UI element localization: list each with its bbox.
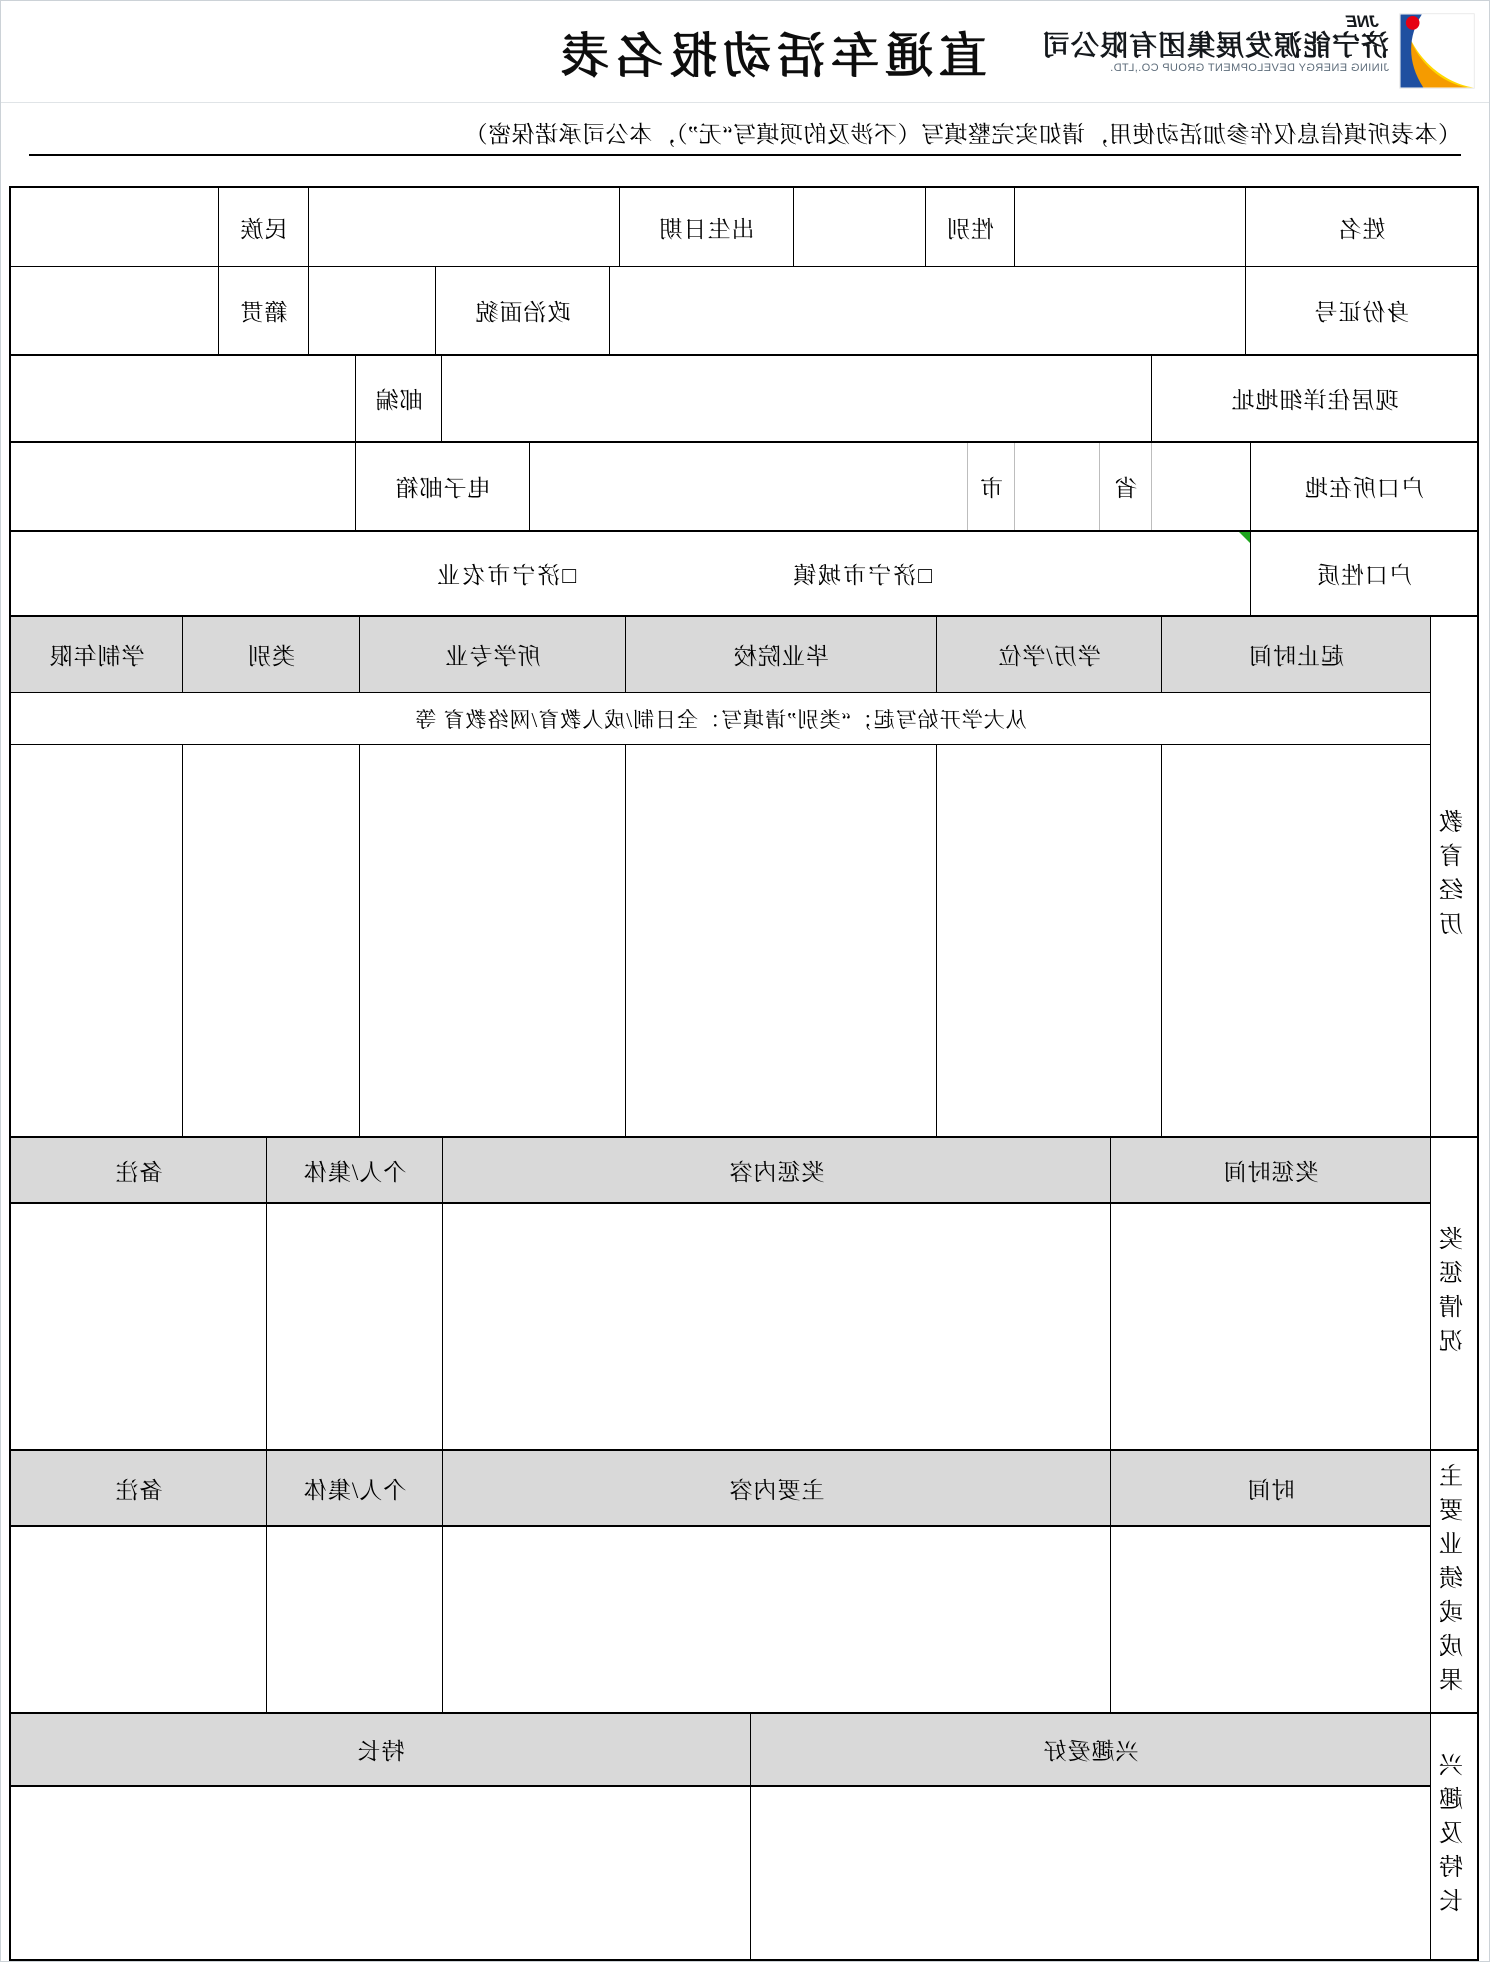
education-header-category: 类别 (183, 617, 360, 692)
education-header-degree: 学历/学位 (937, 617, 1162, 692)
rewards-section (11, 1136, 1477, 1449)
birthdate-label: 出生日期 (620, 188, 794, 266)
rewards-scope-input[interactable] (267, 1204, 443, 1449)
rewards-content-input[interactable] (443, 1204, 1111, 1449)
name-input[interactable] (1015, 188, 1246, 266)
ethnicity-input[interactable] (11, 188, 219, 266)
achievements-time-input[interactable] (1111, 1527, 1430, 1712)
achievements-content-input[interactable] (443, 1527, 1111, 1712)
education-body-row (11, 744, 1430, 1136)
education-header-row (11, 617, 1430, 692)
interests-section (11, 1712, 1477, 1959)
interests-specialty-input[interactable] (11, 1787, 751, 1959)
political-status-input[interactable] (309, 267, 436, 354)
address-label: 现居住详细地址 (1230, 388, 1399, 413)
gender-label: 性别 (926, 188, 1015, 266)
education-period-input[interactable] (1162, 745, 1430, 1136)
political-status-label: 政治面貌 (436, 267, 610, 354)
interests-header-specialty: 特长 (11, 1714, 751, 1785)
page-title: 直通车活动报名表 (555, 30, 988, 83)
achievements-remark-input[interactable] (11, 1527, 267, 1712)
hukou-option-rural[interactable]: □济宁市农业 (435, 563, 577, 588)
education-school-input[interactable] (626, 745, 937, 1136)
row-address-postcode (11, 354, 1477, 441)
hukou-option-urban[interactable]: □济宁市城镇 (791, 563, 932, 588)
mirrored-content (1, 1, 1489, 1961)
registration-form-table (9, 186, 1479, 1961)
birthdate-input[interactable] (309, 188, 620, 266)
achievements-section-label-cell (1431, 1451, 1477, 1712)
hukou-type-label: 户口性质 (1316, 563, 1412, 588)
rewards-remark-input[interactable] (11, 1204, 267, 1449)
achievements-header-remark: 备注 (11, 1451, 267, 1525)
row-name-gender-birth-ethnic (11, 188, 1477, 266)
achievements-scope-input[interactable] (267, 1527, 443, 1712)
interests-header-row (11, 1714, 1430, 1785)
interests-body-row (11, 1785, 1430, 1959)
education-header-school: 毕业院校 (626, 617, 937, 692)
education-header-period: 起止时间 (1248, 644, 1344, 669)
hukou-extra-input[interactable] (530, 443, 968, 530)
rewards-header-scope: 个人/集体 (267, 1138, 443, 1202)
rewards-header-content: 奖惩内容 (443, 1138, 1111, 1202)
education-header-duration: 学制年限 (11, 617, 183, 692)
education-header-major: 所学专业 (360, 617, 626, 692)
city-label: 市 (968, 443, 1015, 530)
achievements-section-label: 主要业绩或成果 (1441, 1462, 1468, 1701)
interests-section-label: 兴趣及特长 (1441, 1751, 1468, 1922)
education-section-label: 教育经历 (1441, 808, 1468, 945)
postcode-label: 邮编 (356, 356, 442, 441)
interests-hobby-input[interactable] (751, 1787, 1430, 1959)
ethnicity-label: 民族 (219, 188, 309, 266)
achievements-header-row (11, 1451, 1430, 1525)
achievements-header-content: 主要内容 (443, 1451, 1111, 1525)
rewards-time-input[interactable] (1111, 1204, 1430, 1449)
education-note-row (11, 692, 1430, 744)
achievements-section (11, 1449, 1477, 1712)
achievements-header-scope: 个人/集体 (267, 1451, 443, 1525)
achievements-header-time: 时间 (1246, 1477, 1295, 1503)
native-place-input[interactable] (11, 267, 219, 354)
education-section (11, 615, 1477, 1136)
hukou-options (11, 557, 1250, 590)
education-degree-input[interactable] (937, 745, 1162, 1136)
row-hukou-type (11, 530, 1477, 615)
rewards-header-remark: 备注 (11, 1138, 267, 1202)
education-note: 从大学开始写起；“类别”请填写：全日制/成人教育/网络教育 等 (414, 707, 1027, 732)
education-section-label-cell (1431, 617, 1477, 1136)
logo-company-name-cn: 济宁能源发展集团有限公司 (1040, 30, 1389, 61)
id-number-input[interactable] (610, 267, 1246, 354)
interests-section-label-cell (1431, 1714, 1477, 1959)
rewards-section-label-cell (1431, 1138, 1477, 1449)
logo-company-name-en: JINING ENERGY DEVELOPMENT GROUP CO.,LTD. (1109, 62, 1389, 74)
native-place-label: 籍贯 (219, 267, 309, 354)
privacy-notice: （本表所填信息仅作参加活动使用，请如实完整填写（不涉及的项填写“无”），本公司承诺保密） (29, 116, 1461, 156)
row-hukou-email (11, 441, 1477, 530)
hukou-type-options-cell (11, 532, 1251, 615)
education-category-input[interactable] (183, 745, 360, 1136)
cell-corner-marker (1239, 532, 1250, 543)
rewards-header-time: 奖惩时间 (1222, 1159, 1319, 1185)
rewards-body-row (11, 1202, 1430, 1449)
province-label: 省 (1100, 443, 1152, 530)
hukou-province-input[interactable] (1152, 443, 1251, 530)
rewards-section-label: 奖惩情况 (1441, 1225, 1468, 1362)
postcode-input[interactable] (11, 356, 356, 441)
row-id-political-native (11, 266, 1477, 354)
education-major-input[interactable] (360, 745, 626, 1136)
name-label: 姓名 (1337, 216, 1386, 242)
interests-header-hobby: 兴趣爱好 (1042, 1739, 1139, 1764)
email-input[interactable] (11, 443, 356, 530)
address-input[interactable] (442, 356, 1152, 441)
education-duration-input[interactable] (11, 745, 183, 1136)
id-number-label: 身份证号 (1313, 300, 1410, 325)
gender-input[interactable] (794, 188, 926, 266)
email-label: 电子邮箱 (356, 443, 530, 530)
hukou-city-input[interactable] (1015, 443, 1100, 530)
document-header (1, 1, 1489, 103)
rewards-header-row (11, 1138, 1430, 1202)
logo-jne-text: JNE (1345, 12, 1379, 31)
hukou-location-label: 户口所在地 (1304, 476, 1424, 501)
achievements-body-row (11, 1525, 1430, 1712)
